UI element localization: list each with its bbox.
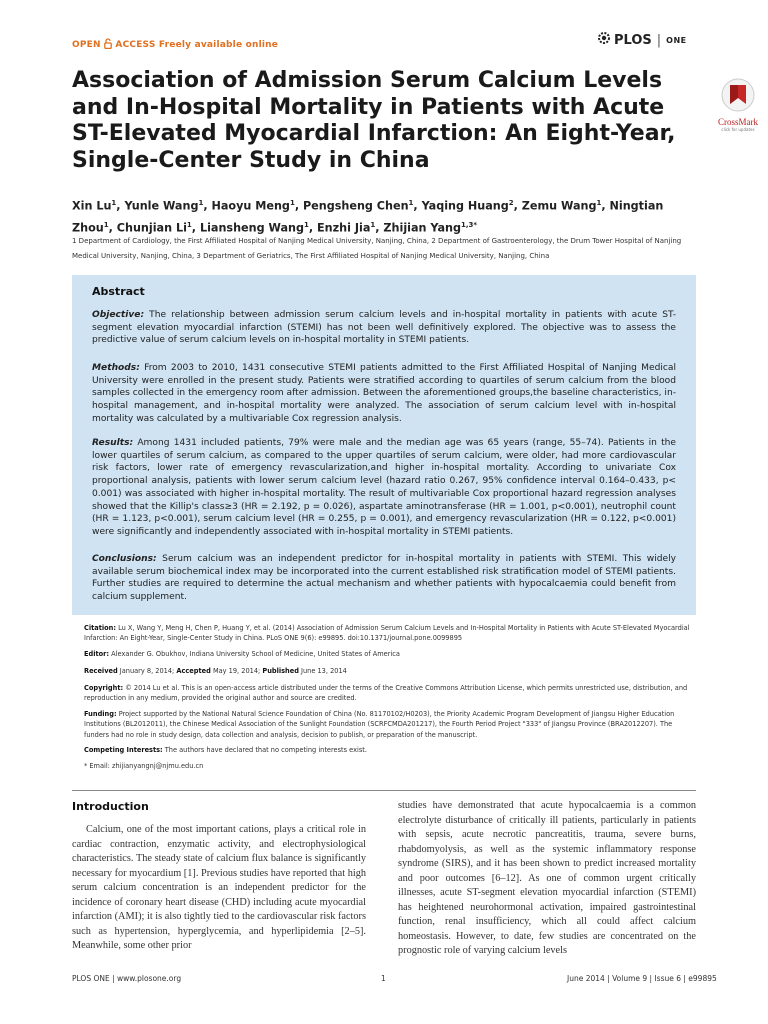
author-name: Enzhi Jia: [317, 221, 371, 235]
abstract-results: [92, 437, 676, 539]
author-affiliation-marker: 1: [198, 199, 204, 207]
editor-text: Alexander G. Obukhov, Indiana University School of Medicine, United States of America: [109, 650, 400, 658]
abstract-objective: [92, 309, 676, 347]
published-date: June 13, 2014: [298, 667, 347, 675]
crossmark-sub: click for updates: [721, 127, 755, 132]
author-name: Chunjian Li: [116, 221, 187, 235]
received-date: January 8, 2014;: [117, 667, 177, 675]
freely-available-text: Freely available online: [158, 40, 279, 50]
author-affiliation-marker: 1: [103, 220, 109, 229]
methods-label: Methods:: [92, 363, 140, 373]
editor: [84, 649, 692, 659]
dates: [84, 666, 692, 676]
author-name: Xin Lu: [72, 199, 112, 213]
footer-journal: PLOS ONE | www.plosone.org: [72, 974, 182, 983]
competing-label: Competing Interests:: [84, 746, 163, 754]
abstract-methods: [92, 362, 676, 426]
journal-name: PLOS: [614, 32, 652, 48]
open-lock-icon: [104, 38, 112, 52]
author-affiliation-marker: 1: [408, 199, 414, 207]
copyright-text: © 2014 Lu et al. This is an open-access article distributed under the terms of the Creative Commons Attribution License, which permits unrestricted use, distribution, and reproduction in any medium, provided the original author and source are credited.: [84, 684, 688, 703]
funding-label: Funding:: [84, 710, 117, 718]
objective-text: The relationship between admission serum calcium levels and in-hospital mortality in patients with acute ST-segment elevation myocardial infarction (STEMI) has not been well definitively explored. The objective was to assess the predictive value of serum calcium levels on in-hospital mortality in STEMI patients.: [92, 310, 676, 346]
crossmark-icon: [721, 97, 755, 116]
competing-interests: [84, 745, 692, 755]
logo-divider: |: [656, 32, 662, 48]
accepted-date: May 19, 2014;: [210, 667, 263, 675]
published-label: Published: [262, 667, 299, 675]
author-name: Zemu Wang: [521, 199, 597, 213]
journal-suffix: ONE: [666, 35, 687, 45]
abstract-conclusions: [92, 553, 676, 604]
crossmark-badge[interactable]: [712, 78, 764, 132]
author-name: Yunle Wang: [124, 199, 199, 213]
editor-label: Editor:: [84, 650, 110, 658]
copyright-label: Copyright:: [84, 684, 124, 692]
received-label: Received: [84, 667, 118, 675]
author-affiliation-marker: 1: [111, 199, 117, 207]
plos-gear-icon: [597, 31, 611, 49]
journal-logo: [597, 31, 687, 49]
conclusions-text: Serum calcium was an independent predictor for in-hospital mortality in patients with STEMI. This widely available serum biochemical index may be incorporated into the current established risk stratification model of STEMI patients. Further studies are required to determine the actual mechanism and whether patients with hypocalcaemia could benefit from calcium supplement.: [92, 554, 676, 603]
author-name: Liansheng Wang: [199, 221, 304, 235]
methods-text: From 2003 to 2010, 1431 consecutive STEMI patients admitted to the First Affiliated Hospital of Nanjing Medical University were enrolled in the present study. Patients were stratified according to quartiles of serum calcium from the blood samples collected in the emergency room after admission. Between the aforementioned groups,the baseline characteristics, in-hospital management, and in-hospital mortality were analyzed. The association of serum calcium level with in-hospital mortality was calculated by a multivariable Cox regression analysis.: [92, 363, 676, 424]
author-affiliation-marker: 1: [370, 220, 376, 229]
author-affiliation-marker: 1: [303, 220, 309, 229]
results-text: Among 1431 included patients, 79% were male and the median age was 65 years (range, 55–74). Patients in the lower quartiles of serum calcium, as compared to the upper quartiles of serum calcium, were older, had more cardiovascular risk factors, lower rate of emergency revascularization,and higher in-hospital mortality. According to univariate Cox proportional analysis, patients with lower serum calcium level (hazard ratio 0.267, 95% confidence interval 0.164–0.433, p< 0.001) was associated with higher in-hospital mortality. The result of multivariable Cox proportional hazard regression analyses showed that the Killip's class≥3 (HR = 2.192, p = 0.026), aspartate aminotransferase (HR = 1.001, p<0.001), neutrophil count (HR = 1.123, p<0.001), serum calcium level (HR = 0.255, p = 0.001), and emergency revascularization (HR = 0.122, p<0.001) were significantly and independently associated with in-hospital mortality in STEMI patients.: [92, 438, 676, 537]
footer-issue: June 2014 | Volume 9 | Issue 6 | e99895: [567, 974, 717, 983]
author-name: Zhijian Yang: [383, 221, 461, 235]
conclusions-label: Conclusions:: [92, 554, 157, 564]
competing-text: The authors have declared that no competing interests exist.: [162, 746, 367, 754]
citation-text: Lu X, Wang Y, Meng H, Chen P, Huang Y, et al. (2014) Association of Admission Serum Calcium Levels and In-Hospital Mortality in Patients with Acute ST-Elevated Myocardial Infarction: An Eight-Year, Single-Center Study in China. PLoS ONE 9(6): e99895. doi:10.1371/journal.pone.0099895: [84, 624, 690, 643]
results-label: Results:: [92, 438, 134, 448]
author-name: Haoyu Meng: [211, 199, 290, 213]
citation-label: Citation:: [84, 624, 116, 632]
accepted-label: Accepted: [176, 667, 211, 675]
copyright: [84, 683, 692, 704]
article-title: Association of Admission Serum Calcium Levels and In-Hospital Mortality in Patients with Acute ST-Elevated Myocardial Infarction: An Eight-Year, Single-Center Study in China: [72, 68, 676, 173]
affiliations: 1 Department of Cardiology, the First Affiliated Hospital of Nanjing Medical University, Nanjing, China, 2 Department of Gastroenterology, the Drum Tower Hospital of Nanjing Medical University, Nanjing, China, 3 Department of Geriatrics, The First Affiliated Hospital of Nanjing Medical University, Nanjing, China: [72, 237, 682, 260]
author-name: Pengsheng Chen: [302, 199, 409, 213]
open-access-word: ACCESS: [115, 40, 156, 50]
open-access-badge: [72, 38, 278, 52]
author-affiliation-marker: 1,3*: [461, 220, 478, 229]
author-affiliation-marker: 2: [508, 199, 514, 207]
objective-label: Objective:: [92, 310, 145, 320]
funding: [84, 709, 692, 740]
open-access-prefix: OPEN: [72, 40, 101, 50]
author-affiliation-marker: 1: [186, 220, 192, 229]
section-divider: [72, 790, 696, 791]
corresponding-email[interactable]: * Email: zhijianyangnj@njmu.edu.cn: [84, 762, 204, 770]
footer-page-number: 1: [381, 974, 386, 983]
introduction-heading: Introduction: [72, 800, 149, 813]
author-affiliation-marker: 1: [289, 199, 295, 207]
author-list: Xin Lu$^1$, Yunle Wang$^1$, Haoyu Meng$^1$, Pengsheng Chen$^1$, Yaqing Huang$^2$, Zemu Wang$^1$, Ningtian Zhou$^1$, Chunjian Li$^1$, Liansheng Wang$^1$, Enzhi Jia$^1$, Zhijian Yang$^{1,3*}$: [72, 199, 664, 235]
citation: [84, 623, 692, 644]
body-column-left: Calcium, one of the most important cations, plays a critical role in cardiac contraction, enzymatic activity, and electrophysiological characteristics. The steady state of calcium flux balance is significantly necessary for myocardium [1]. Previous studies have reported that high serum calcium concentration is an independent predictor for the incidence of coronary heart disease (CHD) including acute myocardial infarction (AMI); it is also tightly tied to the cardiovascular risk factors such as hypertension, hyperglycemia, and hyperlipidemia [2–5]. Meanwhile, some other prior: [72, 824, 366, 951]
author-name: Ningtian Zhou: [72, 199, 664, 235]
abstract-heading: Abstract: [92, 285, 145, 298]
body-column-right: studies have demonstrated that acute hypocalcaemia is a common electrolyte disturbance of critically ill patients, particularly in patients with sepsis, acute necrotic pancreatitis, trauma, severe burns, rhabdomyolysis, as well as the systemic inflammatory response syndrome (SIRS), and it has been shown to predict increased mortality and poor outcomes [6–12]. As one of common urgent critically illnesses, acute ST-segment elevation myocardial infarction (STEMI) has heightened neurohormonal activation, impaired gastrointestinal function, renal insufficiency, which all could affect calcium homeostasis. However, to date, few studies are concentrated on the prognostic role of varying calcium levels: [398, 800, 696, 956]
funding-text: Project supported by the National Natural Science Foundation of China (No. 81170102/H0203), the Priority Academic Program Development of Jiangsu Higher Education Institutions (BL2012011), the Chinese Medical Association of the Sunlight Foundation (SCRFCMDA201217), the Fourth Period Project "333" of Jiangsu Province (BRA2012207). The funders had no role in study design, data collection and analysis, decision to publish, or preparation of the manuscript.: [84, 710, 675, 739]
crossmark-label: CrossMark: [718, 117, 758, 127]
author-name: Yaqing Huang: [421, 199, 509, 213]
author-affiliation-marker: 1: [596, 199, 602, 207]
